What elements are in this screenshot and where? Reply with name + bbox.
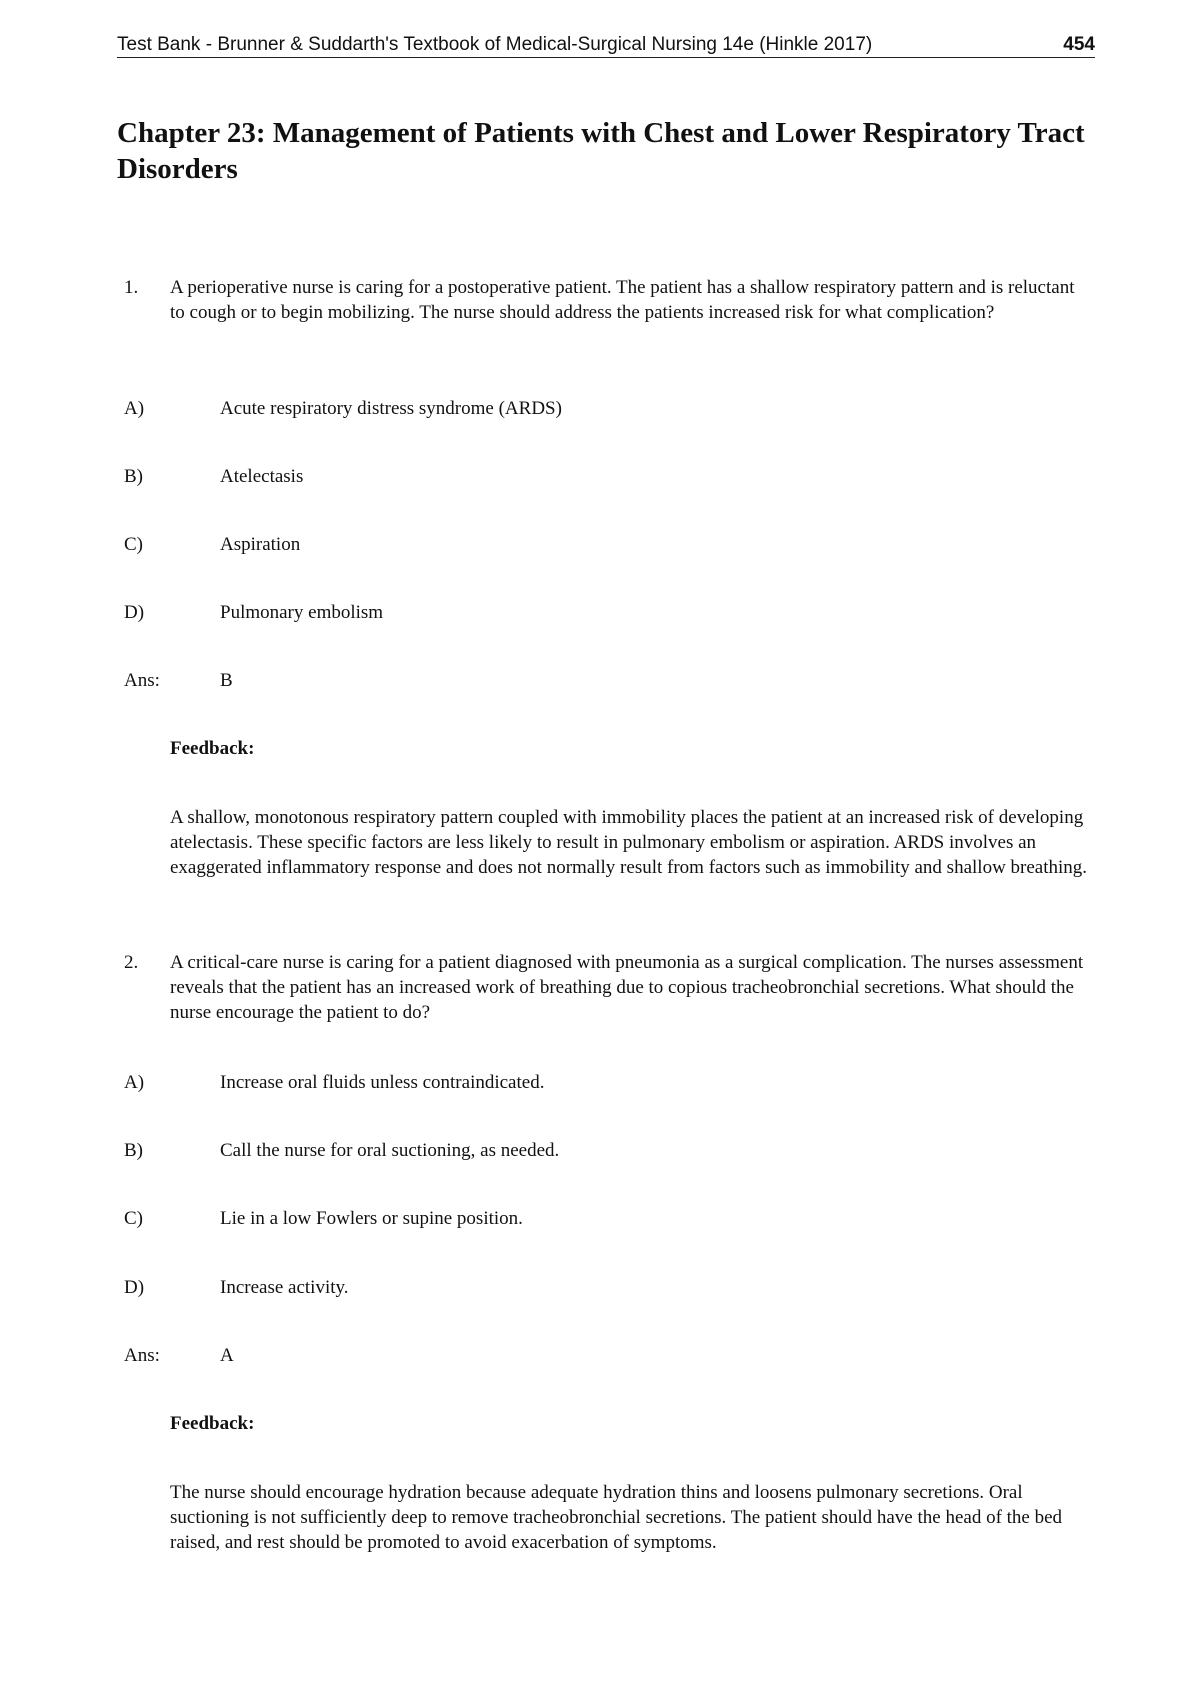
page-header xyxy=(117,32,1095,58)
option-text: Lie in a low Fowlers or supine position. xyxy=(220,1208,523,1229)
answer-value: A xyxy=(220,1345,234,1366)
option-text: Atelectasis xyxy=(220,466,304,487)
option-letter: C) xyxy=(124,1208,143,1229)
option-text: Pulmonary embolism xyxy=(220,602,384,623)
chapter-title: Chapter 23: Management of Patients with Chest and Lower Respiratory Tract Disorders xyxy=(117,117,1085,185)
answer-value: B xyxy=(220,670,233,691)
option-text: Increase activity. xyxy=(220,1277,349,1298)
option-letter: D) xyxy=(124,1277,145,1298)
option-letter: C) xyxy=(124,534,143,555)
option-letter: D) xyxy=(124,602,145,623)
header-title: Test Bank - Brunner & Suddarth's Textbook of Medical-Surgical Nursing 14e (Hinkle 2017) xyxy=(117,34,873,55)
option-text: Aspiration xyxy=(220,534,301,555)
option-letter: A) xyxy=(124,1072,145,1093)
question-number: 1. xyxy=(124,277,139,298)
option-text: Call the nurse for oral suctioning, as needed. xyxy=(220,1140,560,1161)
option-text: Increase oral fluids unless contraindicated. xyxy=(220,1072,545,1093)
option-letter: A) xyxy=(124,398,145,419)
answer-label: Ans: xyxy=(124,670,160,691)
page-number: 454 xyxy=(1063,34,1095,55)
answer-label: Ans: xyxy=(124,1345,160,1366)
feedback-text: The nurse should encourage hydration because adequate hydration thins and loosens pulmonary secretions. Oral suctioning is not sufficiently deep to remove tracheobronchial secretions. The patient should have the head of the bed raised, and rest should be promoted to avoid exacerbation of symptoms. xyxy=(170,1482,1063,1553)
question-number: 2. xyxy=(124,952,139,973)
option-text: Acute respiratory distress syndrome (ARDS) xyxy=(220,398,562,419)
feedback-heading: Feedback: xyxy=(170,1413,255,1434)
question-text: A critical-care nurse is caring for a patient diagnosed with pneumonia as a surgical complication. The nurses assessment reveals that the patient has an increased work of breathing due to copious tracheobronchial secretions. What should the nurse encourage the patient to do? xyxy=(170,952,1084,1023)
option-letter: B) xyxy=(124,1140,143,1161)
feedback-text: A shallow, monotonous respiratory pattern coupled with immobility places the patient at an increased risk of developing atelectasis. These specific factors are less likely to result in pulmonary embolism or aspiration. ARDS involves an exaggerated inflammatory response and does not normally result from factors such as immobility and shallow breathing. xyxy=(170,807,1088,878)
feedback-heading: Feedback: xyxy=(170,738,255,759)
question-text: A perioperative nurse is caring for a postoperative patient. The patient has a shallow respiratory pattern and is reluctant to cough or to begin mobilizing. The nurse should address the patients increased risk for what complication? xyxy=(170,277,1075,323)
option-letter: B) xyxy=(124,466,143,487)
